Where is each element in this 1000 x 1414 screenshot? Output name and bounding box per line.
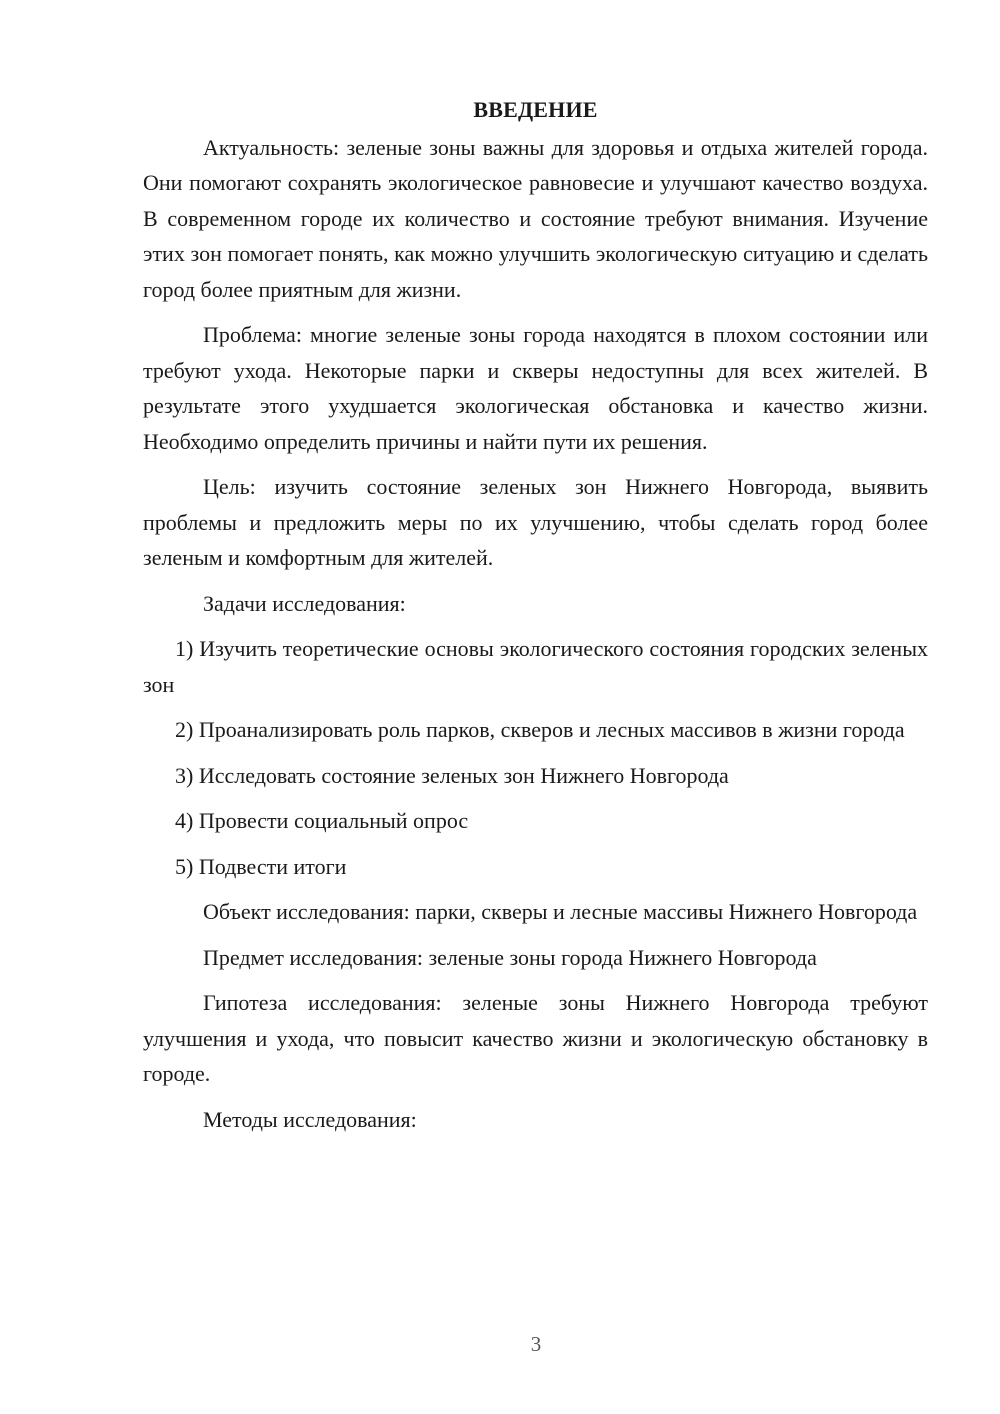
- page-content: [143, 92, 928, 1137]
- page-number: 3: [530, 1332, 542, 1356]
- section-title: ВВЕДЕНИЕ: [473, 97, 598, 122]
- task-item: 4) Провести социальный опрос: [175, 808, 469, 833]
- problem-paragraph: Проблема: многие зеленые зоны города находятся в плохом состоянии или требуют ухода. Некоторые парки и скверы недоступны для всех жителей. В результате этого ухудшается экологическая обстановка и качество жизни. Необходимо определить причины и найти пути их решения.: [143, 322, 928, 454]
- tasks-heading: Задачи исследования:: [203, 590, 406, 616]
- subject-paragraph: Предмет исследования: зеленые зоны города Нижнего Новгорода: [203, 944, 817, 970]
- methods-heading: Методы исследования:: [203, 1106, 417, 1132]
- goal-paragraph: Цель: изучить состояние зеленых зон Нижнего Новгорода, выявить проблемы и предложить меры по их улучшению, чтобы сделать город более зеленым и комфортным для жителей.: [143, 474, 928, 570]
- object-paragraph: Объект исследования: парки, скверы и лесные массивы Нижнего Новгорода: [203, 899, 918, 924]
- task-item: 5) Подвести итоги: [175, 853, 347, 879]
- task-item: 1) Изучить теоретические основы экологического состояния городских зеленых зон: [143, 636, 928, 697]
- task-item: 3) Исследовать состояние зеленых зон Нижнего Новгорода: [175, 762, 729, 788]
- hypothesis-paragraph: Гипотеза исследования: зеленые зоны Нижнего Новгорода требуют улучшения и ухода, что повысит качество жизни и экологическую обстановку в городе.: [143, 990, 928, 1086]
- actuality-paragraph: Актуальность: зеленые зоны важны для здоровья и отдыха жителей города. Они помогают сохранять экологическое равновесие и улучшают качество воздуха. В современном городе их количество и состояние требуют внимания. Изучение этих зон помогает понять, как можно улучшить экологическую ситуацию и сделать город более приятным для жизни.: [143, 134, 928, 302]
- task-item: 2) Проанализировать роль парков, скверов и лесных массивов в жизни города: [175, 717, 905, 742]
- tasks-list: [143, 631, 928, 884]
